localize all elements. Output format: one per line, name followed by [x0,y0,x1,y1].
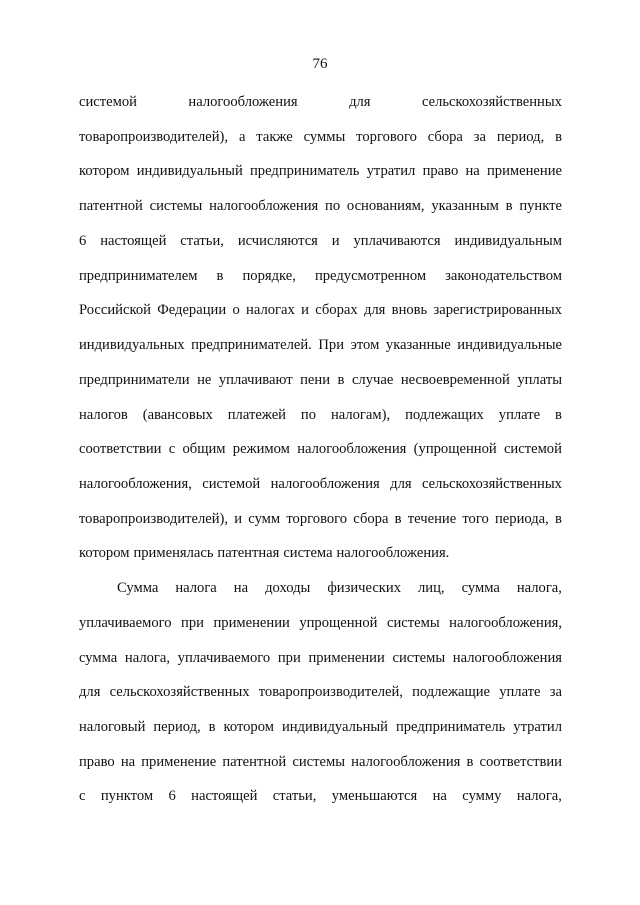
word: право [422,163,459,179]
word: подлежащие [412,684,491,700]
word: налогообложения [452,650,562,666]
word: доходы [265,580,311,596]
word: в [466,754,474,770]
page-number: 76 [312,56,328,72]
word: указанные [385,337,451,353]
word: уплачиваются [353,233,441,249]
text-line [79,266,562,286]
word: применение [486,163,562,179]
word: и [301,302,309,318]
word: упрощенной [299,615,378,631]
word: утратил [366,163,416,179]
word: исчисляются [237,233,318,249]
word: для [349,94,371,110]
word: течение [407,511,457,527]
word: системы [386,615,440,631]
word: периода, [494,511,549,527]
word: сборах [315,302,358,318]
word: несвоевременной [400,372,510,388]
word: период, [153,719,201,735]
word: (авансовых [142,407,213,423]
word: товаропроизводителей, [258,684,403,700]
word: Федерации [157,302,227,318]
text-line [79,231,562,251]
word: сумм [248,511,281,527]
word: котором [79,163,130,179]
word: предпринимателей. [191,337,312,353]
word: уплачиваемого [177,650,271,666]
word: сумму [462,788,502,804]
word: применение [141,754,217,770]
text-line [79,92,562,112]
word: для [390,476,412,492]
word: налогообложения [351,754,461,770]
word: патентной [222,754,287,770]
word: суммы [303,129,346,145]
word: с [168,441,176,457]
word: налога, [516,788,562,804]
text-line [79,752,562,772]
word: предприниматель [395,719,506,735]
word: 6 [168,788,176,804]
word: в [216,268,224,284]
word: для [79,684,101,700]
word: пени [300,372,331,388]
word: уплачивают [218,372,293,388]
word: индивидуальным [454,233,562,249]
text-line [79,474,562,494]
word: системы [392,650,446,666]
word: статьи, [272,788,317,804]
text-line [79,196,562,216]
word: сбора [353,511,389,527]
word: соответствии [479,754,562,770]
word: системы [149,198,203,214]
word: системы [292,754,346,770]
word: общим [182,441,226,457]
word: о [232,302,240,318]
word: системой [79,94,137,110]
word: на [120,754,136,770]
text-line [79,613,562,633]
text-line [79,335,562,355]
word: налогообложения, [79,476,192,492]
text-line [79,161,562,181]
word: утратил [513,719,562,735]
word: сбора [427,129,463,145]
word: физических [327,580,402,596]
word: статьи, [180,233,224,249]
word: не [197,372,212,388]
word: сельскохозяйственных [421,476,562,492]
text-line [79,648,562,668]
word: сельскохозяйственных [109,684,250,700]
word: в [337,372,345,388]
word: налогов [79,407,128,423]
word: налога, [124,650,171,666]
word: соответствии [79,441,162,457]
word: уменьшаются [331,788,418,804]
word: налоговый [79,719,146,735]
word: торгового [356,129,417,145]
word: Сумма [117,580,159,596]
word: на [233,580,249,596]
word: и [331,233,340,249]
word: по [300,407,317,423]
word: Российской [79,302,151,318]
word: налогообложения. [336,545,450,561]
word: система [283,545,333,561]
word: 6 [79,233,87,249]
word: за [473,129,487,145]
word: в [555,407,562,423]
word: пункте [519,198,562,214]
word: также [256,129,293,145]
word: налогообложения [270,476,380,492]
word: в [208,719,216,735]
text-line [79,717,562,737]
word: в [505,198,513,214]
word: налога [175,580,217,596]
word: котором [223,719,274,735]
text-line [79,682,562,702]
word: уплачиваемого [79,615,172,631]
word: патентная [217,545,280,561]
word: в [555,129,562,145]
word: предусмотренном [314,268,427,284]
word: налогах [246,302,295,318]
word: основаниям, [346,198,425,214]
word: предприниматели [79,372,190,388]
word: патентной [79,198,143,214]
word: торгового [286,511,348,527]
word: по [325,198,341,214]
word: за [549,684,562,700]
word: применении [308,650,385,666]
word: этом [350,337,380,353]
word: право [79,754,115,770]
text-line [79,543,562,563]
word: уплаты [517,372,562,388]
word: индивидуальный [281,719,388,735]
text-line [79,578,562,598]
word: налогообложения, [449,615,562,631]
word: налогообложения [209,198,319,214]
word: а [238,129,246,145]
word: платежей [227,407,286,423]
word: уплате [499,684,541,700]
word: применении [213,615,290,631]
text-line [79,439,562,459]
word: индивидуальные [457,337,562,353]
word: налогообложения [297,441,407,457]
word: лиц, [418,580,445,596]
word: с [79,788,86,804]
word: предпринимателем [79,268,198,284]
word: настоящей [100,233,167,249]
word: товаропроизводителей), [79,129,229,145]
word: При [318,337,345,353]
word: подлежащих [405,407,484,423]
word: сельскохозяйственных [421,94,562,110]
word: товаропроизводителей), [79,511,229,527]
word: режимом [232,441,290,457]
word: случае [351,372,394,388]
word: индивидуальных [79,337,185,353]
word: системой [503,441,562,457]
word: того [462,511,489,527]
word: предприниматель [250,163,360,179]
word: вновь [391,302,428,318]
word: котором [79,545,130,561]
word: сумма [461,580,500,596]
word: налога, [516,580,562,596]
word: на [465,163,480,179]
word: при [181,615,204,631]
word: (упрощенной [413,441,497,457]
word: в [555,511,562,527]
word: и [234,511,243,527]
word: на [432,788,447,804]
text-line [79,300,562,320]
word: период, [496,129,545,145]
word: применялась [133,545,214,561]
text-line [79,405,562,425]
word: порядке, [242,268,296,284]
word: пунктом [100,788,154,804]
word: сумма [79,650,118,666]
word: указанным [431,198,499,214]
word: индивидуальный [136,163,243,179]
text-line [79,127,562,147]
word: в [394,511,402,527]
text-line [79,509,562,529]
word: для [363,302,386,318]
word: зарегистрированных [433,302,562,318]
word: уплате [498,407,541,423]
text-line [79,370,562,390]
word: при [277,650,301,666]
word: настоящей [191,788,258,804]
text-line [79,786,562,806]
word: налогам), [330,407,391,423]
word: законодательством [445,268,562,284]
word: системой [202,476,261,492]
word: налогообложения [188,94,298,110]
